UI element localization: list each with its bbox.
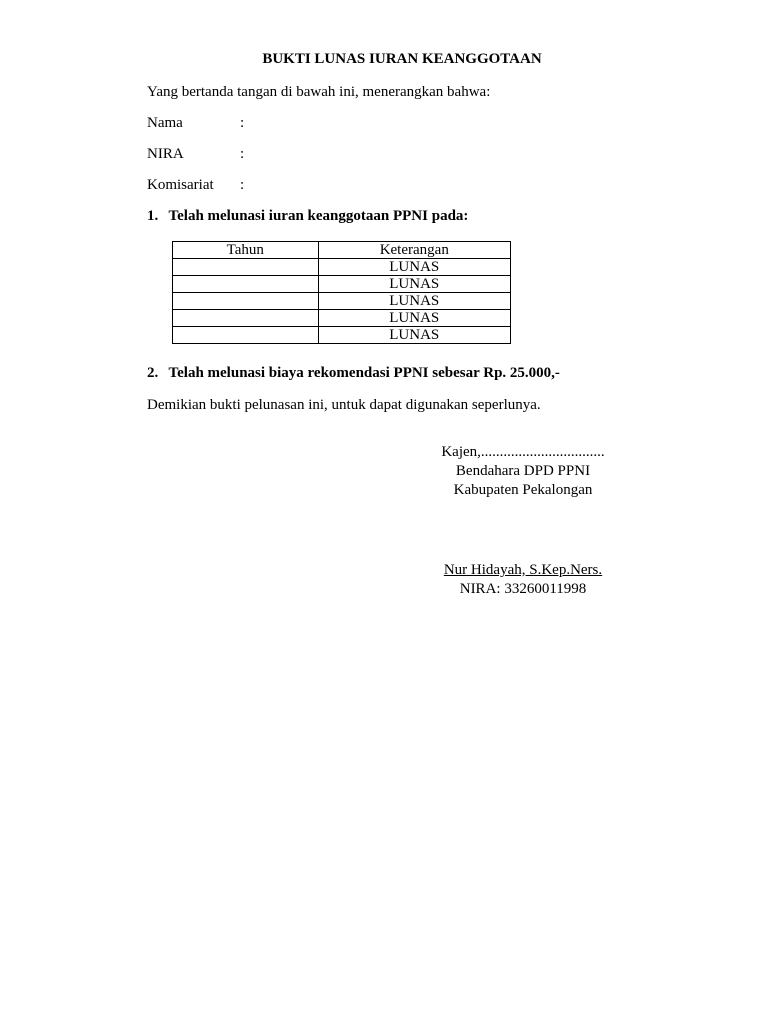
section-text: Telah melunasi biaya rekomendasi PPNI sebesar Rp. 25.000,-	[168, 365, 560, 381]
section-number: 2.	[147, 365, 159, 381]
signer-role: Bendahara DPD PPNI	[455, 463, 591, 479]
field-label: NIRA	[147, 146, 184, 162]
place-date: Kajen,.................................	[441, 444, 605, 460]
table-cell-year	[173, 259, 319, 276]
table-row	[173, 310, 511, 327]
document-title: BUKTI LUNAS IURAN KEANGGOTAAN	[262, 51, 542, 67]
table-row	[173, 327, 511, 344]
table-cell-year	[173, 327, 319, 344]
field-colon: :	[240, 146, 245, 162]
signer-name: Nur Hidayah, S.Kep.Ners.	[443, 562, 603, 578]
section-text: Telah melunasi iuran keanggotaan PPNI pada:	[168, 208, 469, 224]
table-cell-year	[173, 276, 319, 293]
signature-footer	[410, 561, 636, 599]
table-row	[173, 293, 511, 310]
table-cell-status: LUNAS	[318, 276, 510, 293]
section-number: 1.	[147, 208, 159, 224]
intro-text: Yang bertanda tangan di bawah ini, menerangkan bahwa:	[147, 84, 491, 100]
field-nira	[147, 146, 260, 163]
column-header-tahun: Tahun	[173, 242, 319, 259]
field-nama	[147, 115, 260, 132]
table-cell-status: LUNAS	[318, 259, 510, 276]
signature-header	[410, 443, 636, 500]
table-cell-year	[173, 293, 319, 310]
section-1-heading	[147, 208, 468, 225]
table-row	[173, 259, 511, 276]
table-cell-status: LUNAS	[318, 310, 510, 327]
table-cell-year	[173, 310, 319, 327]
field-colon: :	[240, 115, 245, 131]
signer-nira: NIRA: 33260011998	[459, 581, 587, 597]
closing-text: Demikian bukti pelunasan ini, untuk dapat digunakan seperlunya.	[147, 397, 541, 413]
field-label: Komisariat	[147, 177, 214, 193]
field-label: Nama	[147, 115, 183, 131]
table-cell-status: LUNAS	[318, 327, 510, 344]
section-2-heading	[147, 365, 560, 382]
table-cell-status: LUNAS	[318, 293, 510, 310]
field-komisariat	[147, 177, 260, 194]
dues-table	[172, 241, 511, 344]
column-header-keterangan: Keterangan	[318, 242, 510, 259]
signer-region: Kabupaten Pekalongan	[453, 482, 593, 498]
table-header-row	[173, 242, 511, 259]
field-colon: :	[240, 177, 245, 193]
table-row	[173, 276, 511, 293]
